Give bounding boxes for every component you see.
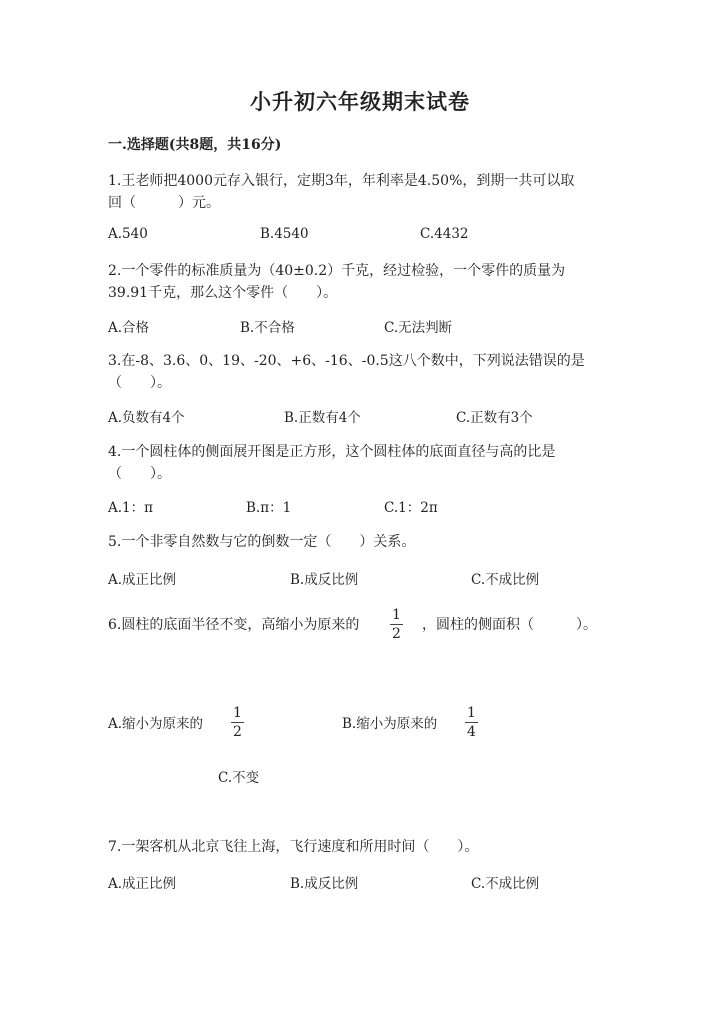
option-b-numerator: 1 xyxy=(467,705,476,721)
question-5-option-b: B.成反比例 xyxy=(290,572,359,588)
question-6-option-a: A.缩小为原来的 xyxy=(108,716,204,732)
question-4-option-b: B.π：1 xyxy=(246,500,292,516)
question-2-option-c: C.无法判断 xyxy=(384,320,453,336)
question-1-text: 1.王老师把4000元存入银行，定期3年，年利率是4.50%，到期一共可以取 xyxy=(108,173,575,189)
question-1-option-b: B.4540 xyxy=(260,226,309,242)
question-4-option-c: C.1：2π xyxy=(384,500,438,516)
question-1-option-a: A.540 xyxy=(108,226,148,242)
question-6-option-b-fraction xyxy=(465,706,478,739)
option-a-numerator: 1 xyxy=(233,705,242,721)
question-2-text-cont: 39.91千克，那么这个零件（ ）。 xyxy=(108,285,338,301)
question-3-option-a: A.负数有4个 xyxy=(108,410,185,426)
question-7-option-b: B.成反比例 xyxy=(290,876,359,892)
question-1-text-cont: 回（ ）元。 xyxy=(108,195,220,211)
question-3-option-c: C.正数有3个 xyxy=(456,410,533,426)
question-7-option-a: A.成正比例 xyxy=(108,876,177,892)
question-4-option-a: A.1：π xyxy=(108,500,154,516)
question-2-option-a: A.合格 xyxy=(108,320,150,336)
option-a-denominator: 2 xyxy=(233,724,242,740)
question-7-text: 7.一架客机从北京飞往上海，飞行速度和所用时间（ ）。 xyxy=(108,839,479,855)
question-2-option-b: B.不合格 xyxy=(240,320,295,336)
question-5-option-a: A.成正比例 xyxy=(108,572,177,588)
question-3-text: 3.在-8、3.6、0、19、-20、+6、-16、-0.5这八个数中，下列说法错误的是 xyxy=(108,353,585,369)
question-1-option-c: C.4432 xyxy=(420,226,469,242)
question-3-option-b: B.正数有4个 xyxy=(284,410,361,426)
question-6-text: 6.圆柱的底面半径不变，高缩小为原来的 xyxy=(108,617,360,633)
question-6-text-end: ，圆柱的侧面积（ ）。 xyxy=(422,617,597,633)
question-5-option-c: C.不成比例 xyxy=(471,572,540,588)
question-2-text: 2.一个零件的标准质量为（40±0.2）千克，经过检验，一个零件的质量为 xyxy=(108,263,566,279)
option-b-denominator: 4 xyxy=(467,724,476,740)
question-6-fraction-numerator: 1 xyxy=(392,607,401,623)
question-4-text: 4.一个圆柱体的侧面展开图是正方形，这个圆柱体的底面直径与高的比是 xyxy=(108,444,556,460)
section-heading: 一.选择题(共8题，共16分) xyxy=(108,137,282,153)
question-6-fraction-denominator: 2 xyxy=(392,626,401,642)
question-6-fraction xyxy=(390,608,403,641)
page-title: 小升初六年级期末试卷 xyxy=(250,89,470,114)
question-4-text-cont: （ ）。 xyxy=(108,466,171,482)
question-6-option-b: B.缩小为原来的 xyxy=(342,716,438,732)
question-7-option-c: C.不成比例 xyxy=(471,876,540,892)
question-3-text-cont: （ ）。 xyxy=(108,375,171,391)
question-5-text: 5.一个非零自然数与它的倒数一定（ ）关系。 xyxy=(108,534,416,550)
question-6-option-c: C.不变 xyxy=(218,770,260,786)
question-6-option-a-fraction xyxy=(231,706,244,739)
